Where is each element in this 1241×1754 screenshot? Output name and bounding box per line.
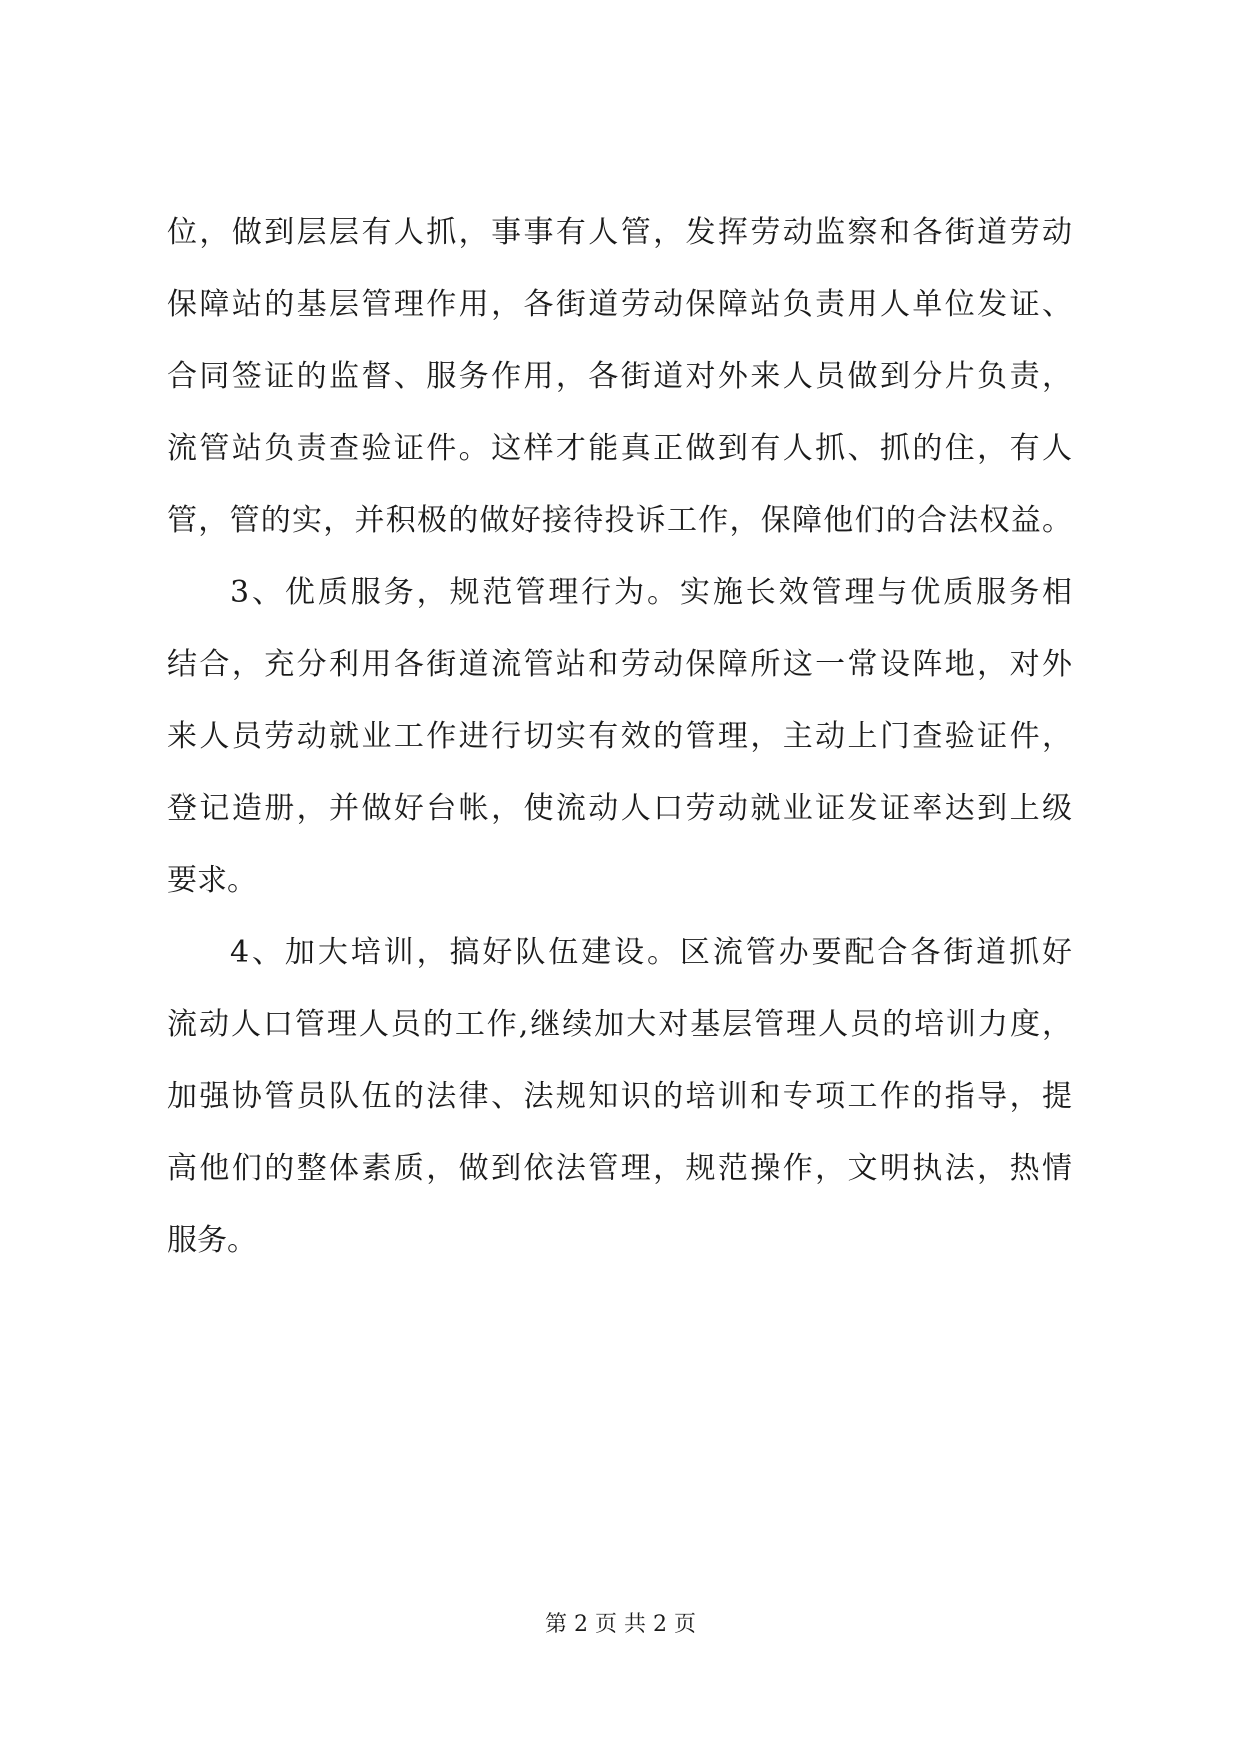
body-text-line: 管，管的实，并积极的做好接待投诉工作，保障他们的合法权益。 <box>167 503 1072 538</box>
body-text-line: 登记造册，并做好台帐，使流动人口劳动就业证发证率达到上级 <box>167 791 1072 826</box>
page-number-footer: 第 2 页 共 2 页 <box>545 1612 696 1637</box>
body-text-line: 合同签证的监督、服务作用，各街道对外来人员做到分片负责， <box>167 359 1072 394</box>
body-text-line: 来人员劳动就业工作进行切实有效的管理，主动上门查验证件， <box>167 719 1072 754</box>
body-text-line: 流动人口管理人员的工作,继续加大对基层管理人员的培训力度， <box>167 1007 1072 1042</box>
body-text-line: 位，做到层层有人抓，事事有人管，发挥劳动监察和各街道劳动 <box>167 215 1072 250</box>
body-text-line: 加强协管员队伍的法律、法规知识的培训和专项工作的指导，提 <box>167 1079 1072 1114</box>
body-text-line: 结合，充分利用各街道流管站和劳动保障所这一常设阵地，对外 <box>167 647 1072 682</box>
paragraph-4-first-line: 4、加大培训，搞好队伍建设。区流管办要配合各街道抓好 <box>230 935 1072 970</box>
body-text-line: 流管站负责查验证件。这样才能真正做到有人抓、抓的住，有人 <box>167 431 1072 466</box>
body-text-line: 高他们的整体素质，做到依法管理，规范操作，文明执法，热情 <box>167 1151 1072 1186</box>
body-text-line: 要求。 <box>167 863 257 898</box>
body-text-line: 保障站的基层管理作用，各街道劳动保障站负责用人单位发证、 <box>167 287 1072 322</box>
paragraph-3-first-line: 3、优质服务，规范管理行为。实施长效管理与优质服务相 <box>230 575 1072 610</box>
body-text-line: 服务。 <box>167 1223 257 1258</box>
